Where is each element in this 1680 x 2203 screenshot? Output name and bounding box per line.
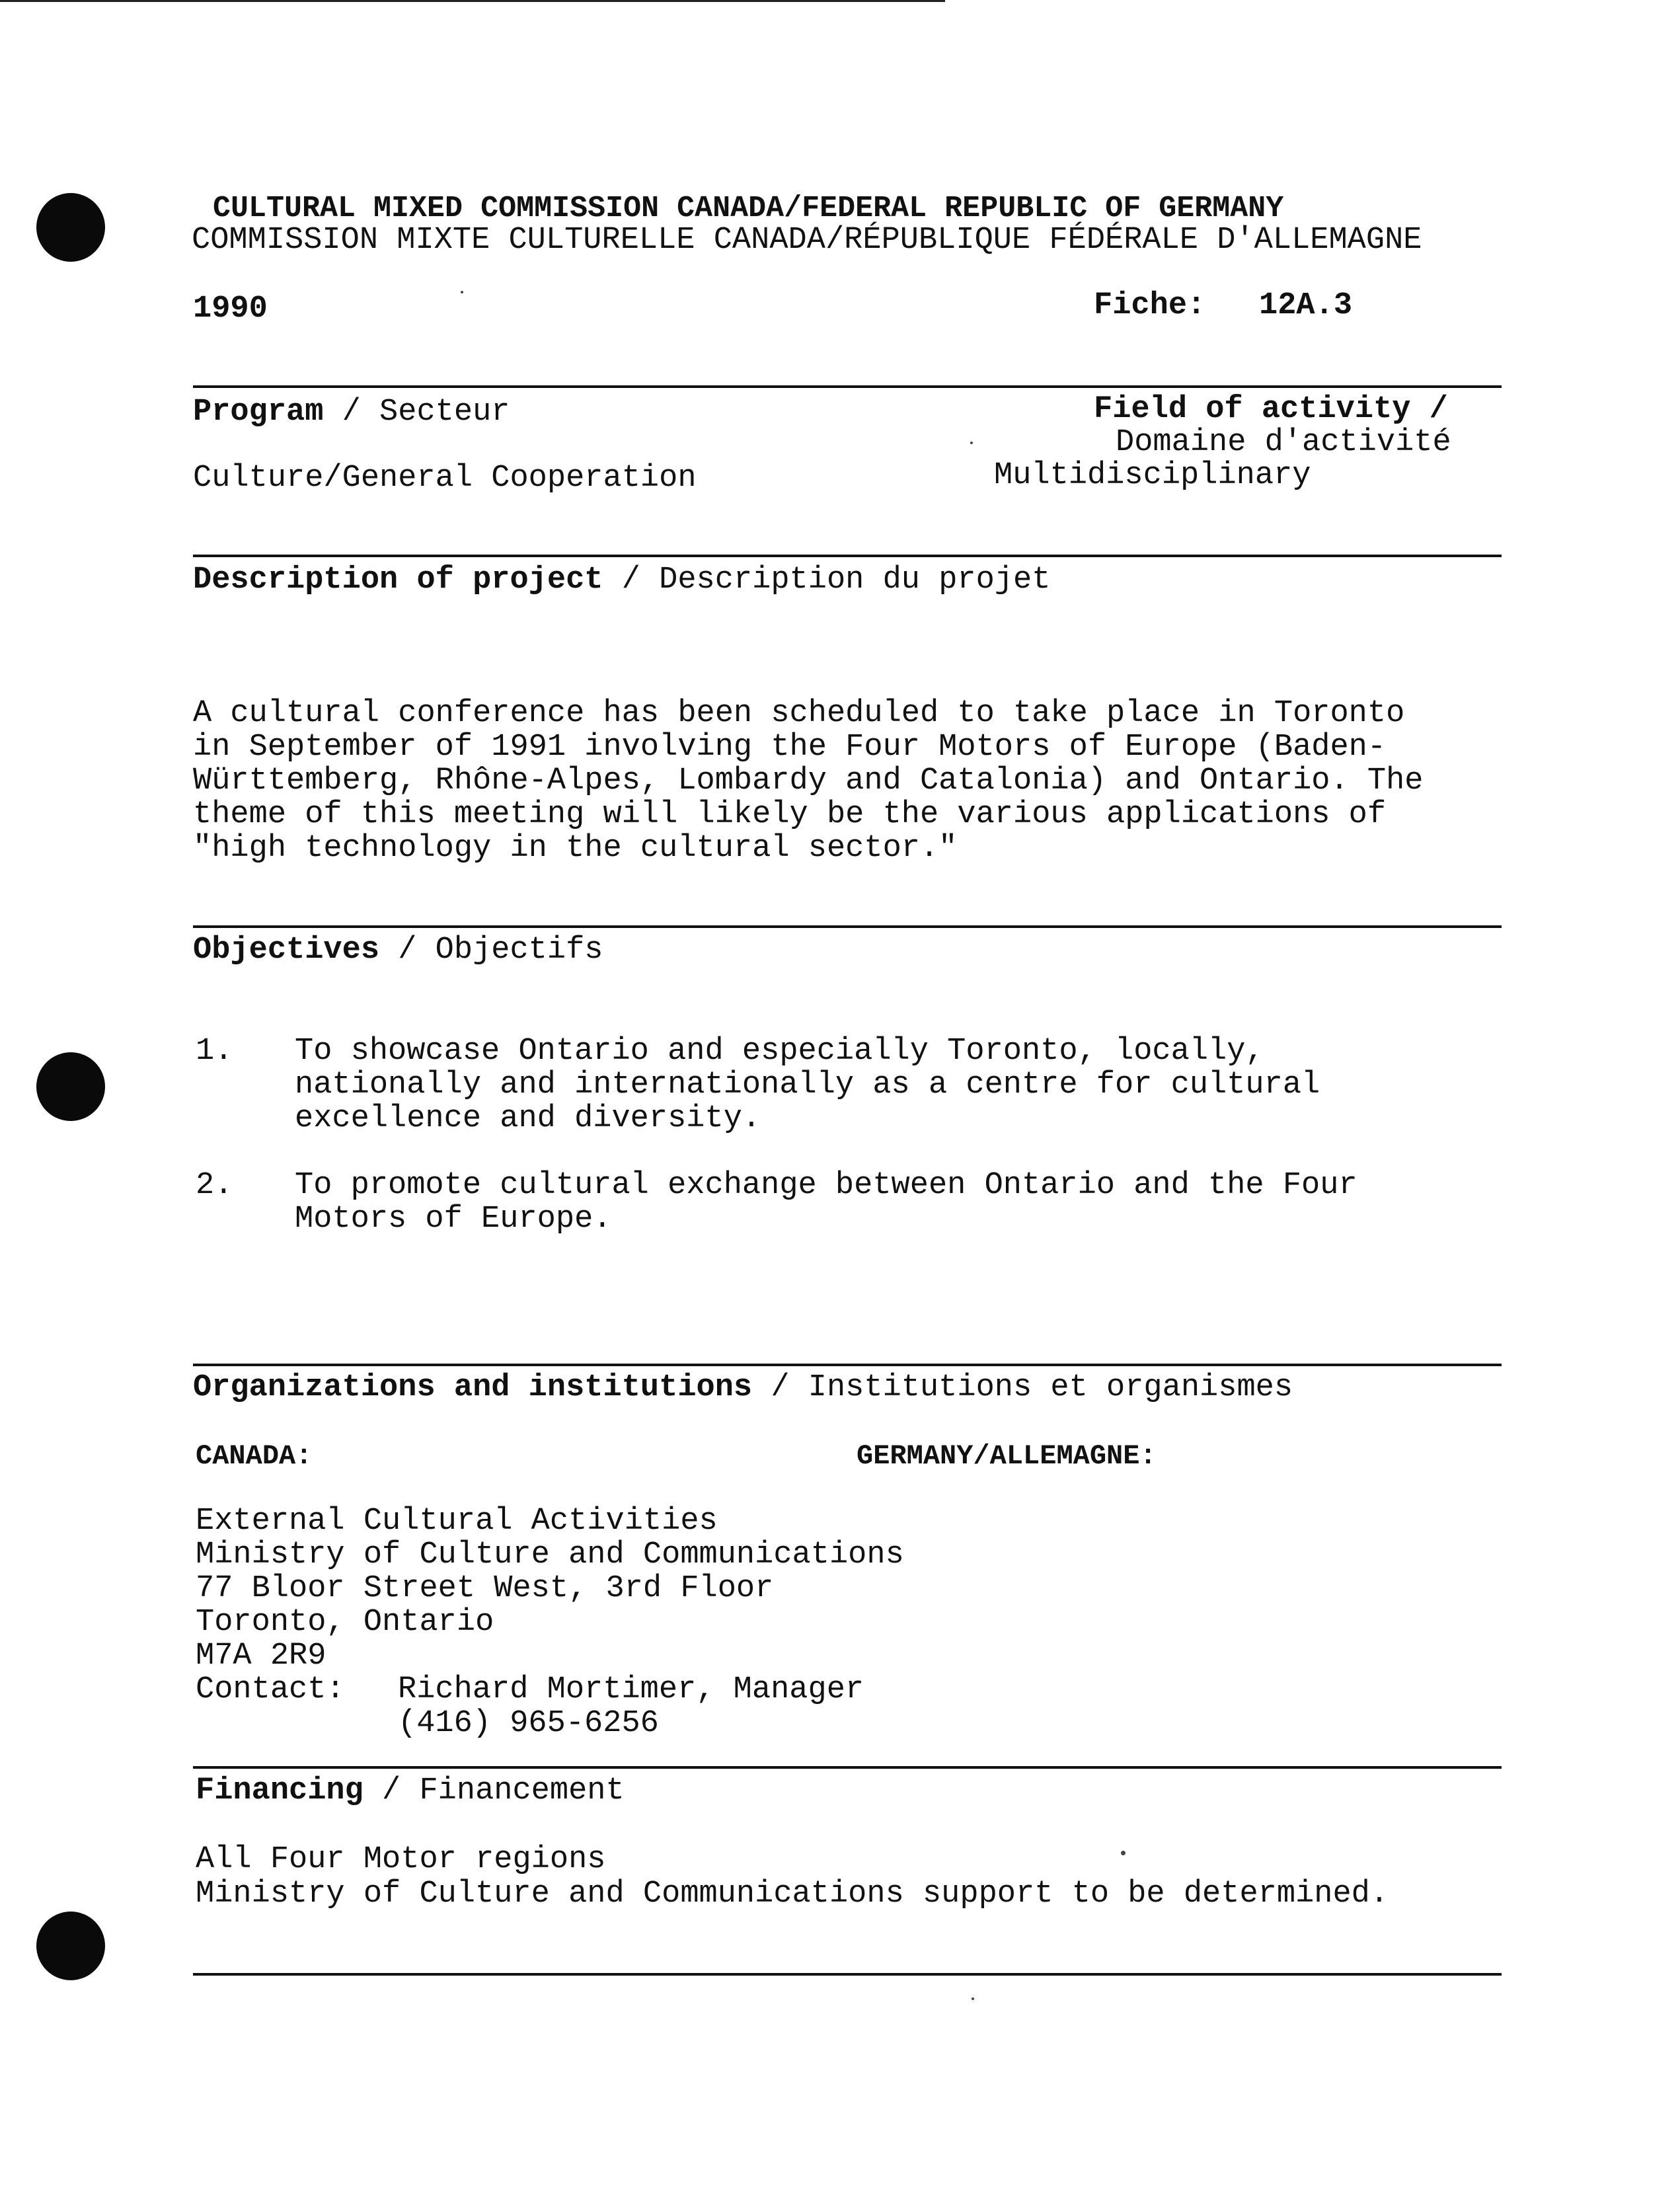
financing-label-bold: Financing [196,1773,363,1808]
top-edge-line [0,0,945,2]
objective-text [295,1169,1499,1236]
financing-label [196,1774,625,1808]
objectives-label-rest: / Objectifs [379,933,603,968]
scan-speck [972,1997,974,2000]
canada-address-line: External Cultural Activities [196,1504,718,1539]
divider [193,925,1502,928]
financing-line: All Four Motor regions [196,1842,606,1877]
description-line: theme of this meeting will likely be the various applications of [193,797,1387,832]
objective-line: Motors of Europe. [295,1202,612,1237]
description-text [193,697,1498,865]
objective-line: excellence and diversity. [295,1101,761,1136]
objective-number: 1. [196,1034,233,1069]
description-line: Württemberg, Rhône-Alpes, Lombardy and Catalonia) and Ontario. The [193,763,1424,798]
punch-hole-bottom [36,1912,105,1980]
title-english: CULTURAL MIXED COMMISSION CANADA/FEDERAL REPUBLIC OF GERMANY [213,192,1284,225]
description-label-bold: Description of project [193,562,603,598]
program-label-rest: / Secteur [323,395,510,430]
scan-speck [461,291,463,293]
canada-address-line: 77 Bloor Street West, 3rd Floor [196,1571,774,1606]
objective-line: To showcase Ontario and especially Toronto, locally, [295,1034,1264,1069]
program-label [193,395,510,429]
financing-line: Ministry of Culture and Communications support to be determined. [196,1876,1389,1912]
divider [193,1973,1502,1976]
punch-hole-middle [36,1052,105,1121]
germany-label: GERMANY/ALLEMAGNE: [857,1440,1157,1472]
objective-number: 2. [196,1168,233,1203]
field-label: Field of activity / [1094,392,1448,427]
scan-speck [970,442,973,444]
title-french: COMMISSION MIXTE CULTURELLE CANADA/RÉPUBLIQUE FÉDÉRALE D'ALLEMAGNE [192,223,1422,258]
description-line: "high technology in the cultural sector." [193,831,958,866]
fiche-value: 12A.3 [1259,288,1353,323]
year: 1990 [193,291,268,327]
description-label-rest: / Description du projet [603,562,1051,598]
contact-phone: (416) 965-6256 [398,1706,659,1741]
program-value: Culture/General Cooperation [193,461,697,496]
objective-line: To promote cultural exchange between Ontario and the Four [295,1168,1357,1203]
contact-label: Contact: [196,1672,345,1707]
field-label-french: Domaine d'activité [1116,425,1451,460]
organizations-label-bold: Organizations and institutions [193,1370,753,1405]
divider [193,1364,1502,1366]
description-line: A cultural conference has been scheduled to take place in Toronto [193,696,1405,731]
contact-name: Richard Mortimer, Manager [398,1672,864,1707]
field-value: Multidisciplinary [994,458,1311,493]
objective-line: nationally and internationally as a centre for cultural [295,1067,1320,1102]
divider [193,385,1502,388]
divider [193,555,1502,557]
organizations-label [193,1371,1293,1405]
description-label [193,563,1050,597]
canada-address-line: M7A 2R9 [196,1639,326,1674]
canada-address-line: Toronto, Ontario [196,1605,494,1640]
objectives-label [193,933,603,967]
financing-label-rest: / Financement [363,1773,625,1808]
canada-address-line: Ministry of Culture and Communications [196,1537,904,1572]
scan-speck [1121,1851,1126,1855]
program-label-bold: Program [193,395,324,430]
objectives-label-bold: Objectives [193,933,380,968]
divider [193,1766,1502,1769]
canada-label: CANADA: [196,1440,313,1472]
punch-hole-top [36,193,105,262]
organizations-label-rest: / Institutions et organismes [752,1370,1293,1405]
description-line: in September of 1991 involving the Four Motors of Europe (Baden- [193,730,1387,765]
objective-text [295,1034,1499,1136]
fiche-label: Fiche: [1094,288,1206,323]
